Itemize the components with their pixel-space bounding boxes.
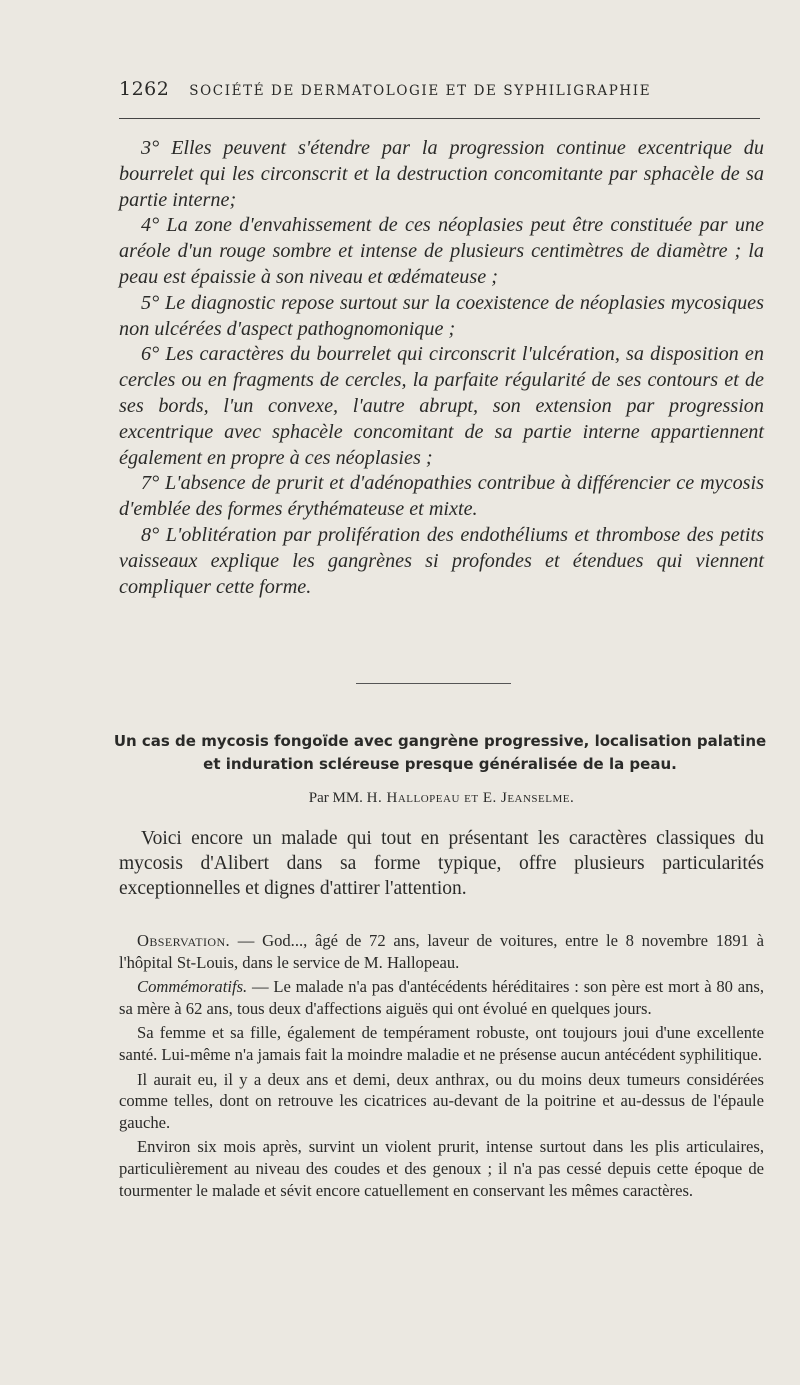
conclusion-item: 4° La zone d'envahissement de ces néoplasies peut être constituée par une aréole d'un rouge sombre et intense de plusieurs centimètres de diamètre ; la peau est épaissie à son niveau et œdémateuse ; [119, 214, 764, 288]
commemoratifs-text: — Le malade n'a pas d'antécédents héréditaires : son père est mort à 80 ans, sa mère à 62 ans, tous deux d'affections aiguës qui ont évolué en quelques jours. [119, 977, 764, 1018]
header-rule [119, 118, 760, 119]
body-paragraph: Environ six mois après, survint un violent prurit, intense surtout dans les plis articulaires, particulièrement au niveau des coudes et des genoux ; il n'a pas cessé depuis cette époque de tourmenter le malade et sévit encore catuellement en conservant les mêmes caractères. [119, 1137, 764, 1200]
body-paragraph: Il aurait eu, il y a deux ans et demi, deux anthrax, ou du moins deux tumeurs considérées comme telles, dont on retrouve les cicatrices au-devant de la poitrine et au-dessus de l'épaule gauche. [119, 1069, 764, 1132]
body-paragraph: Sa femme et sa fille, également de tempérament robuste, ont toujours joui d'une excellente santé. Lui-même n'a jamais fait la moindre maladie et ne présense aucun antécédent syphilitique. [119, 1023, 764, 1064]
intro-text: Voici encore un malade qui tout en présentant les caractères classiques du mycosis d'Alibert dans sa forme typique, offre plusieurs particularités exceptionnelles et dignes d'attirer l'attention. [119, 828, 764, 899]
conclusion-item: 6° Les caractères du bourrelet qui circonscrit l'ulcération, sa disposition en cercles ou en fragments de cercles, la parfaite régularité de ses contours et de ses bords, l'un convexe, l'autre abrupt, son extension par progression excentrique avec sphacèle concomitant de sa partie interne appartiennent également en propre à ces néoplasies ; [119, 343, 764, 469]
observation-section [119, 930, 764, 1204]
running-title: SOCIÉTÉ DE DERMATOLOGIE ET DE SYPHILIGRAPHIE [189, 83, 652, 99]
byline-prefix: Par MM. [308, 790, 363, 806]
commemoratifs-lead: Commémoratifs. [137, 977, 248, 997]
byline [119, 790, 764, 807]
observation-text: — God..., âgé de 72 ans, laveur de voitures, entre le 8 novembre 1891 à l'hôpital St-Louis, dans le service de M. Hallopeau. [119, 931, 764, 972]
conclusion-item: 8° L'oblitération par prolifération des endothéliums et thrombose des petits vaisseaux explique les gangrènes si profondes et étendues qui viennent compliquer cette forme. [119, 523, 764, 598]
intro-paragraph [119, 826, 764, 901]
observation-lead: Observation. [137, 931, 231, 950]
conclusion-item: 3° Elles peuvent s'étendre par la progression continue excentrique du bourrelet qui les circonscrit et la destruction concomitante par sphacèle de sa partie interne; [119, 137, 764, 211]
page-number: 1262 [119, 78, 170, 100]
commemoratifs-paragraph [119, 976, 764, 1019]
section-separator [356, 683, 511, 684]
observation-paragraph [119, 930, 764, 973]
byline-authors: H. Hallopeau et E. Jeanselme. [366, 790, 575, 806]
conclusion-item: 5° Le diagnostic repose surtout sur la coexistence de néoplasies mycosiques non ulcérées d'aspect pathognomonique ; [119, 291, 764, 340]
conclusion-item: 7° L'absence de prurit et d'adénopathies contribue à différencier ce mycosis d'emblée des formes érythémateuse et mixte. [119, 472, 764, 521]
article-title: Un cas de mycosis fongoïde avec gangrène progressive, localisation palatine et induration scléreuse presque généralisée de la peau. [113, 732, 767, 773]
conclusions-list [119, 136, 764, 600]
running-header [119, 78, 759, 100]
